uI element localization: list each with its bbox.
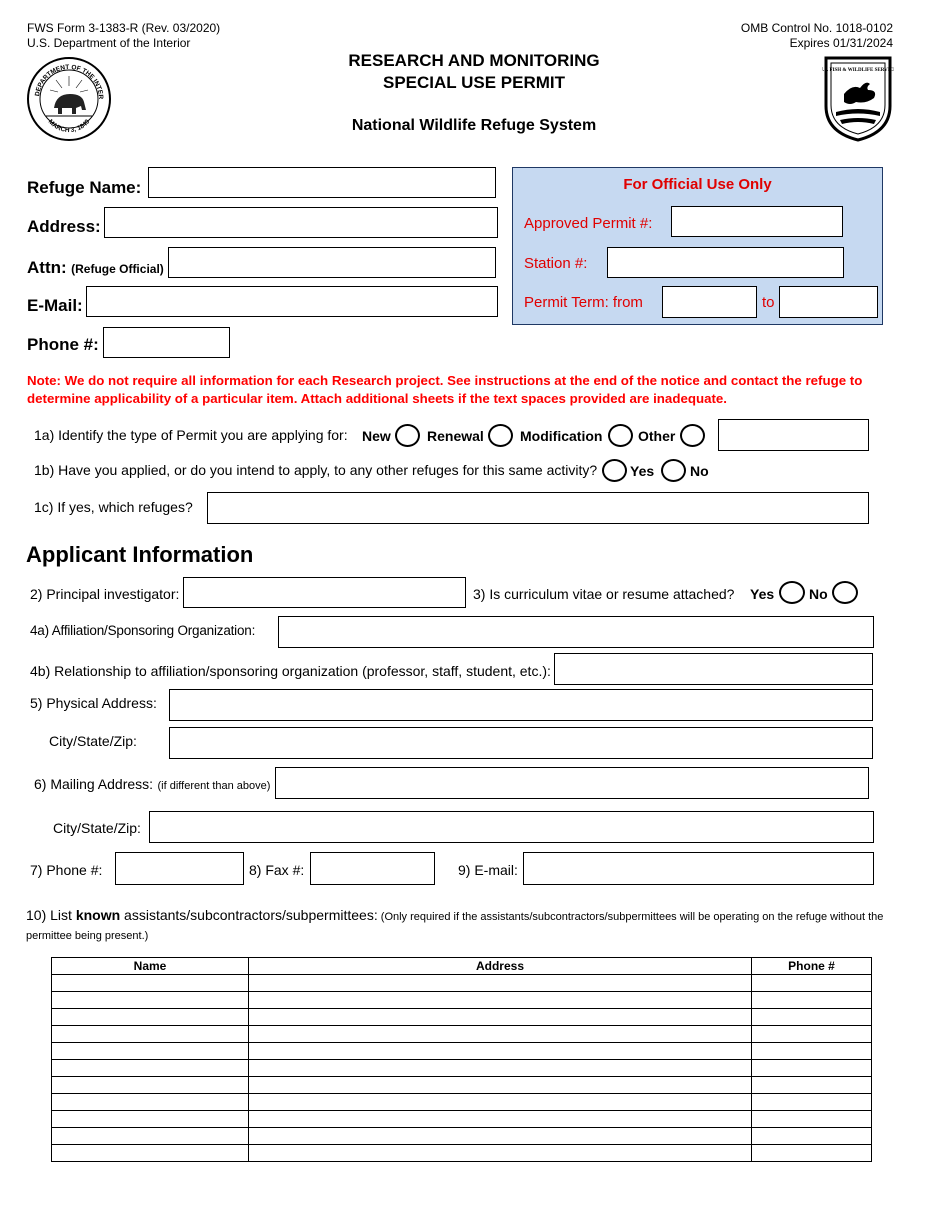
- mailing-address-input[interactable]: [275, 767, 869, 799]
- table-cell-name[interactable]: [52, 1009, 249, 1026]
- table-cell-address[interactable]: [249, 1077, 752, 1094]
- official-use-panel: [512, 167, 883, 325]
- table-cell-phone[interactable]: [752, 975, 872, 992]
- physical-address-label: 5) Physical Address:: [30, 695, 157, 711]
- q1a-modification-label: Modification: [520, 428, 603, 444]
- table-cell-phone[interactable]: [752, 1128, 872, 1145]
- mailing-address-label-group: [34, 776, 270, 794]
- table-cell-address[interactable]: [249, 1009, 752, 1026]
- omb-control-number: OMB Control No. 1018-0102: [740, 21, 893, 35]
- applicant-email-label: 9) E-mail:: [458, 862, 518, 878]
- q1a-other-label: Other: [638, 428, 676, 444]
- attn-label: Attn:: [27, 258, 67, 277]
- mailing-address-sublabel: (if different than above): [157, 780, 271, 792]
- table-row: [52, 1077, 872, 1094]
- department-name: U.S. Department of the Interior: [27, 36, 191, 50]
- table-cell-phone[interactable]: [752, 1111, 872, 1128]
- refuge-email-label: E-Mail:: [27, 296, 83, 315]
- assistants-table: [51, 957, 872, 1162]
- q10-note: (Only required if the assistants/subcontractors/subpermittees will be operating on the refuge without the permittee being present.): [26, 911, 884, 942]
- q1b-no-label: No: [690, 463, 709, 479]
- column-header-phone: Phone #: [752, 958, 872, 975]
- applicant-phone-input[interactable]: [115, 852, 244, 885]
- table-cell-phone[interactable]: [752, 1009, 872, 1026]
- table-cell-phone[interactable]: [752, 1043, 872, 1060]
- q1b-no-radio[interactable]: [661, 459, 686, 482]
- table-cell-name[interactable]: [52, 992, 249, 1009]
- physical-city-label: City/State/Zip:: [49, 733, 137, 749]
- q1a-label: 1a) Identify the type of Permit you are applying for:: [34, 427, 348, 443]
- q1a-new-label: New: [362, 428, 391, 444]
- relationship-input[interactable]: [554, 653, 873, 685]
- principal-investigator-input[interactable]: [183, 577, 466, 608]
- relationship-label: 4b) Relationship to affiliation/sponsoring organization (professor, staff, student, etc.):: [30, 663, 551, 679]
- permit-term-to-input[interactable]: [779, 286, 878, 318]
- table-cell-name[interactable]: [52, 1077, 249, 1094]
- mailing-city-input[interactable]: [149, 811, 874, 843]
- q1b-yes-label: Yes: [630, 463, 655, 479]
- mailing-address-label: 6) Mailing Address:: [34, 776, 154, 792]
- applicant-email-input[interactable]: [523, 852, 874, 885]
- table-cell-address[interactable]: [249, 1145, 752, 1162]
- cv-yes-label: Yes: [750, 586, 775, 602]
- table-cell-name[interactable]: [52, 1026, 249, 1043]
- doi-seal-top-text: DEPARTMENT OF THE INTER: [34, 63, 105, 100]
- permit-term-to-label: to: [762, 294, 775, 311]
- q1b-label: 1b) Have you applied, or do you intend to apply, to any other refuges for this same activity?: [34, 462, 598, 478]
- q1c-label: 1c) If yes, which refuges?: [34, 499, 193, 515]
- refuge-name-label: Refuge Name:: [27, 178, 142, 197]
- title-line-2: SPECIAL USE PERMIT: [383, 73, 565, 92]
- table-cell-name[interactable]: [52, 1094, 249, 1111]
- table-row: [52, 1026, 872, 1043]
- official-use-title: For Official Use Only: [623, 176, 772, 193]
- table-cell-address[interactable]: [249, 975, 752, 992]
- table-header-row: [52, 958, 872, 975]
- table-cell-address[interactable]: [249, 1094, 752, 1111]
- form-id: FWS Form 3-1383-R (Rev. 03/2020): [27, 21, 221, 35]
- table-row: [52, 975, 872, 992]
- q1a-other-radio[interactable]: [680, 424, 705, 447]
- table-row: [52, 992, 872, 1009]
- station-label: Station #:: [524, 255, 588, 272]
- station-input[interactable]: [607, 247, 844, 278]
- refuge-email-input[interactable]: [86, 286, 498, 317]
- cv-attached-label: 3) Is curriculum vitae or resume attached?: [473, 586, 735, 602]
- fws-logo-text: U.S. FISH & WILDLIFE SERVICE: [822, 68, 894, 73]
- refuge-address-input[interactable]: [104, 207, 498, 238]
- attn-label-group: [27, 258, 164, 278]
- permit-term-label: Permit Term: from: [524, 294, 643, 311]
- cv-no-label: No: [809, 586, 828, 602]
- affiliation-label: 4a) Affiliation/Sponsoring Organization:: [30, 623, 256, 638]
- table-row: [52, 1145, 872, 1162]
- table-row: [52, 1094, 872, 1111]
- affiliation-input[interactable]: [278, 616, 874, 648]
- table-row: [52, 1111, 872, 1128]
- mailing-city-label: City/State/Zip:: [53, 820, 141, 836]
- table-cell-phone[interactable]: [752, 1077, 872, 1094]
- q1a-modification-radio[interactable]: [608, 424, 633, 447]
- expiration-date: Expires 01/31/2024: [789, 36, 893, 50]
- refuge-phone-input[interactable]: [103, 327, 230, 358]
- doi-seal-bottom-text: MARCH 3, 1849: [46, 118, 92, 135]
- refuge-name-input[interactable]: [148, 167, 496, 198]
- table-cell-phone[interactable]: [752, 1060, 872, 1077]
- refuge-phone-label: Phone #:: [27, 335, 99, 354]
- instructions-note: Note: We do not require all information for each Research project. See instructions at the end of the notice and contact the refuge to determine applicability of a particular item. Attach additional sheets if the text spaces provided are inadequate.: [27, 373, 863, 406]
- q10-known: known: [75, 907, 121, 923]
- principal-investigator-label: 2) Principal investigator:: [30, 586, 180, 602]
- q10-prefix: 10) List: [26, 907, 76, 923]
- table-cell-address[interactable]: [249, 1128, 752, 1145]
- applicant-phone-label: 7) Phone #:: [30, 862, 103, 878]
- table-row: [52, 1060, 872, 1077]
- table-cell-phone[interactable]: [752, 1094, 872, 1111]
- q10-main: assistants/subcontractors/subpermittees:: [120, 907, 378, 923]
- permit-term-from-input[interactable]: [662, 286, 757, 318]
- q1a-renewal-radio[interactable]: [488, 424, 513, 447]
- q1b-yes-radio[interactable]: [602, 459, 627, 482]
- table-cell-name[interactable]: [52, 975, 249, 992]
- applicant-section-heading: Applicant Information: [26, 542, 254, 567]
- table-cell-name[interactable]: [52, 1060, 249, 1077]
- table-cell-address[interactable]: [249, 1111, 752, 1128]
- column-header-address: Address: [249, 958, 752, 975]
- table-cell-name[interactable]: [52, 1043, 249, 1060]
- table-cell-address[interactable]: [249, 992, 752, 1009]
- title-line-1: RESEARCH AND MONITORING: [348, 51, 600, 70]
- q1a-renewal-label: Renewal: [427, 428, 484, 444]
- applicant-fax-label: 8) Fax #:: [249, 862, 305, 878]
- cv-no-radio[interactable]: [832, 581, 858, 604]
- fws-logo: [822, 54, 894, 142]
- table-cell-name[interactable]: [52, 1128, 249, 1145]
- attn-input[interactable]: [168, 247, 496, 278]
- physical-city-input[interactable]: [169, 727, 873, 759]
- table-cell-address[interactable]: [249, 1060, 752, 1077]
- assistants-instructions: [26, 906, 886, 946]
- q1c-refuges-input[interactable]: [207, 492, 869, 524]
- doi-seal: [26, 56, 112, 142]
- applicant-fax-input[interactable]: [310, 852, 435, 885]
- physical-address-input[interactable]: [169, 689, 873, 721]
- table-cell-phone[interactable]: [752, 992, 872, 1009]
- cv-yes-radio[interactable]: [779, 581, 805, 604]
- table-row: [52, 1009, 872, 1026]
- table-cell-name[interactable]: [52, 1111, 249, 1128]
- column-header-name: Name: [52, 958, 249, 975]
- approved-permit-input[interactable]: [671, 206, 843, 237]
- table-cell-phone[interactable]: [752, 1026, 872, 1043]
- approved-permit-label: Approved Permit #:: [524, 215, 653, 232]
- table-cell-address[interactable]: [249, 1043, 752, 1060]
- q1a-new-radio[interactable]: [395, 424, 420, 447]
- q1a-other-input[interactable]: [718, 419, 869, 451]
- refuge-address-label: Address:: [27, 217, 101, 236]
- table-cell-name[interactable]: [52, 1145, 249, 1162]
- table-row: [52, 1043, 872, 1060]
- table-row: [52, 1128, 872, 1145]
- attn-sublabel: (Refuge Official): [71, 262, 164, 276]
- table-cell-phone[interactable]: [752, 1145, 872, 1162]
- page-subtitle: National Wildlife Refuge System: [351, 117, 597, 134]
- table-cell-address[interactable]: [249, 1026, 752, 1043]
